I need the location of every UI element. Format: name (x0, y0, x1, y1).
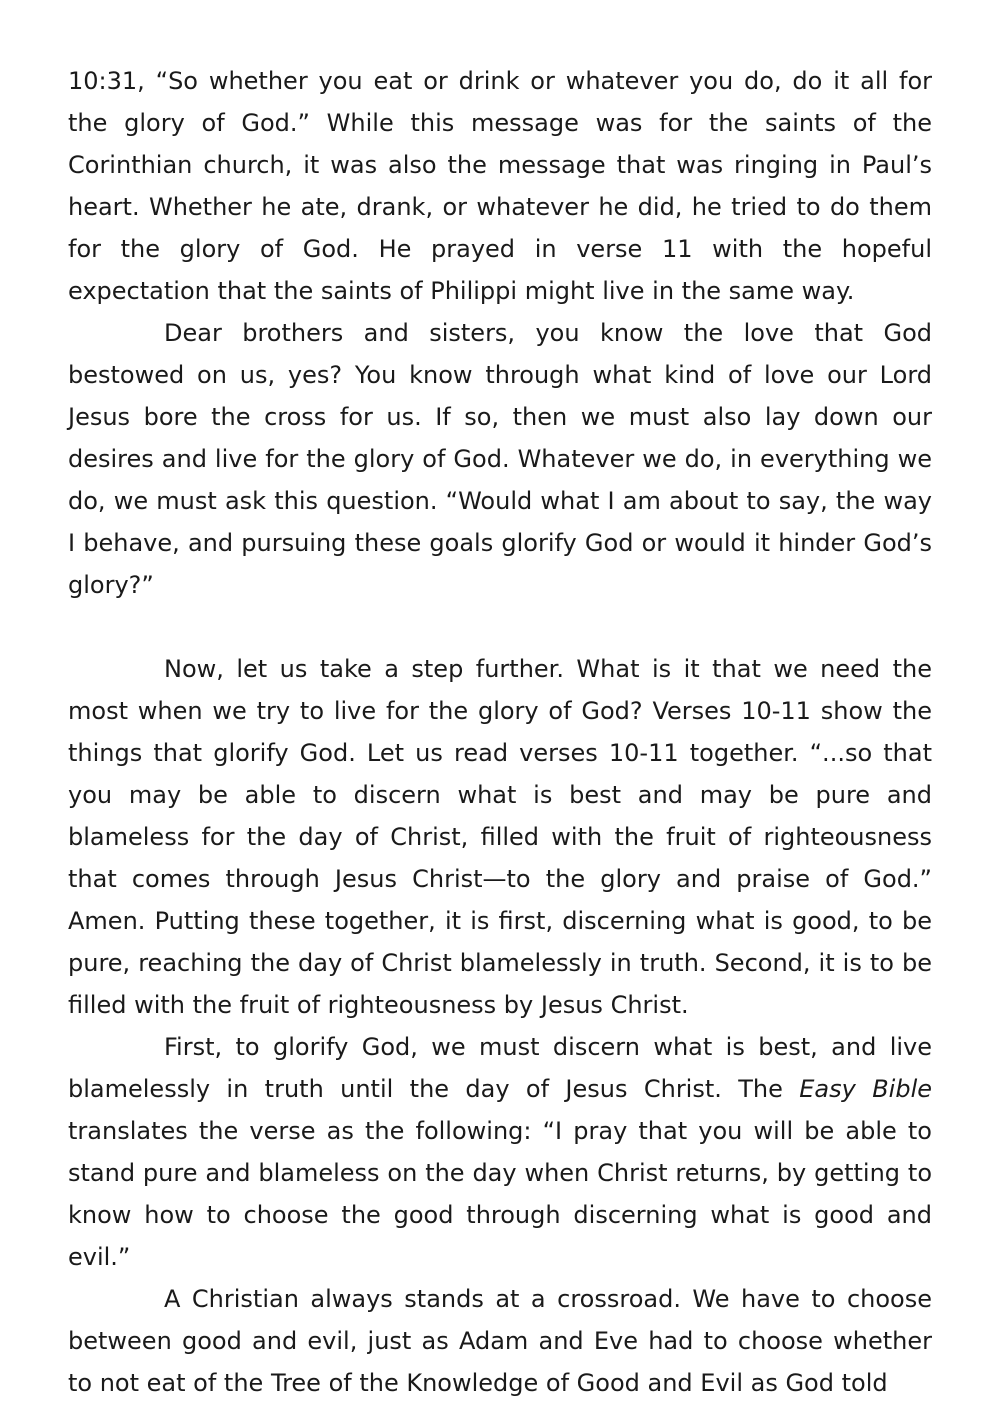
paragraph-1: 10:31, “So whether you eat or drink or whatever you do, do it all for the glory of God.” While this message was for the saints of the Corinthian church, it was also the message that was ringing in Paul’s heart. Whether he ate, drank, or whatever he did, he tried to do them for the glory of God. He prayed in verse 11 with the hopeful expectation that the saints of Philippi might live in the same way. (68, 67, 932, 305)
paragraph-5: A Christian always stands at a crossroad. We have to choose between good and evil, just as Adam and Eve had to choose whether to not eat of the Tree of the Knowledge of Good and Evil as God told (68, 1285, 932, 1397)
paragraph-4 (68, 1026, 932, 1278)
document-page (68, 60, 932, 1404)
paragraph-spacer (68, 606, 932, 648)
paragraph-3: Now, let us take a step further. What is it that we need the most when we try to live for the glory of God? Verses 10-11 show the things that glorify God. Let us read verses 10-11 together. “...so that you may be able to discern what is best and may be pure and blameless for the day of Christ, filled with the fruit of righteousness that comes through Jesus Christ—to the glory and praise of God.” Amen. Putting these together, it is first, discerning what is good, to be pure, reaching the day of Christ blamelessly in truth. Second, it is to be filled with the fruit of righteousness by Jesus Christ. (68, 655, 932, 1019)
paragraph-2: Dear brothers and sisters, you know the love that God bestowed on us, yes? You know through what kind of love our Lord Jesus bore the cross for us. If so, then we must also lay down our desires and live for the glory of God. Whatever we do, in everything we do, we must ask this question. “Would what I am about to say, the way I behave, and pursuing these goals glorify God or would it hinder God’s glory?” (68, 319, 932, 599)
paragraph-4-text-end: translates the verse as the following: “I pray that you will be able to stand pure and blameless on the day when Christ returns, by getting to know how to choose the good through discerning what is good and evil.” (68, 1117, 932, 1271)
paragraph-4-text-start: First, to glorify God, we must discern what is best, and live blamelessly in truth until the day of Jesus Christ. The (68, 1033, 932, 1103)
book-title-easy-bible: Easy Bible (799, 1075, 933, 1103)
